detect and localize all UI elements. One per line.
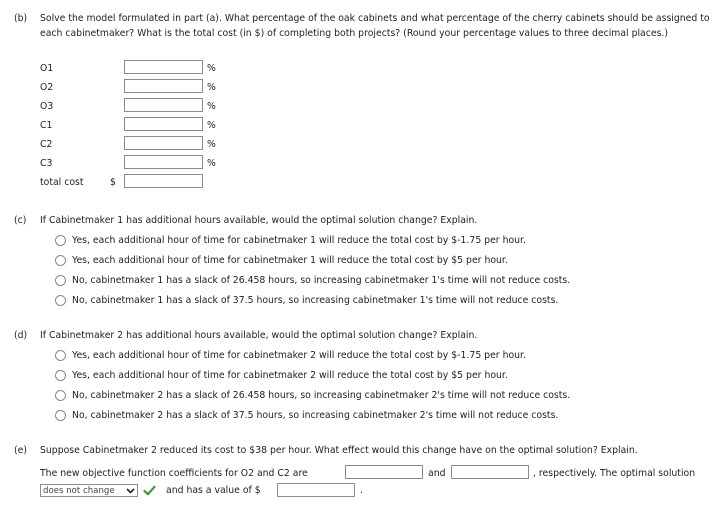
d-option-2[interactable] — [55, 370, 508, 381]
row-label-o3: O3 — [40, 101, 54, 112]
total-cost-input[interactable] — [124, 174, 203, 188]
part-d-label: (d) — [14, 330, 28, 341]
row-label-c2: C2 — [40, 139, 53, 150]
c-option-4-label: No, cabinetmaker 1 has a slack of 37.5 hours, so increasing cabinetmaker 1's time will not reduce costs. — [72, 295, 559, 306]
c-option-4[interactable] — [55, 295, 558, 306]
c-option-3-label: No, cabinetmaker 1 has a slack of 26.458 hours, so increasing cabinetmaker 1's time will not reduce costs. — [72, 275, 571, 286]
coefficients-prefix: The new objective function coefficients for O2 and C2 are — [40, 468, 308, 479]
coefficients-and: and — [428, 468, 446, 479]
d-option-3-label: No, cabinetmaker 2 has a slack of 26.458 hours, so increasing cabinetmaker 2's time will not reduce costs. — [72, 390, 571, 401]
solution-change-select[interactable] — [40, 484, 138, 497]
part-b-question: Solve the model formulated in part (a). What percentage of the oak cabinets and what percentage of the cherry cabinets should be assigned to each cabinetmaker? What is the total cost (in $) of completing both projects? (Round your percentage values to three decimal places.) — [40, 13, 710, 39]
c2-input[interactable] — [124, 136, 203, 150]
part-e-label: (e) — [14, 445, 27, 456]
d-option-2-label: Yes, each additional hour of time for cabinetmaker 2 will reduce the total cost by $5 per hour. — [72, 370, 508, 381]
c3-unit: % — [207, 158, 216, 169]
d-option-4[interactable] — [55, 410, 558, 421]
d-option-1[interactable] — [55, 350, 526, 361]
solution-change-select-value: does not change — [43, 485, 115, 496]
part-c-label: (c) — [14, 215, 27, 226]
c2-coefficient-input[interactable] — [451, 465, 529, 479]
o3-unit: % — [207, 101, 216, 112]
radio-icon[interactable] — [55, 295, 66, 306]
radio-icon[interactable] — [55, 370, 66, 381]
c-option-1-label: Yes, each additional hour of time for cabinetmaker 1 will reduce the total cost by $-1.75 per hour. — [72, 235, 526, 246]
row-label-c3: C3 — [40, 158, 53, 169]
radio-icon[interactable] — [55, 350, 66, 361]
part-b-label: (b) — [14, 13, 28, 24]
radio-icon[interactable] — [55, 235, 66, 246]
row-label-o1: O1 — [40, 63, 54, 74]
c2-unit: % — [207, 139, 216, 150]
chevron-down-icon — [126, 488, 135, 494]
c-option-2[interactable] — [55, 255, 508, 266]
o1-unit: % — [207, 63, 216, 74]
c-option-1[interactable] — [55, 235, 526, 246]
total-cost-label: total cost — [40, 177, 84, 188]
c1-unit: % — [207, 120, 216, 131]
d-option-4-label: No, cabinetmaker 2 has a slack of 37.5 hours, so increasing cabinetmaker 2's time will not reduce costs. — [72, 410, 559, 421]
radio-icon[interactable] — [55, 390, 66, 401]
row-label-c1: C1 — [40, 120, 53, 131]
optimal-value-label: and has a value of $ — [166, 485, 261, 496]
o2-input[interactable] — [124, 79, 203, 93]
d-option-3[interactable] — [55, 390, 570, 401]
o2-coefficient-input[interactable] — [345, 465, 423, 479]
optimal-value-input[interactable] — [277, 483, 355, 497]
radio-icon[interactable] — [55, 410, 66, 421]
part-e-question: Suppose Cabinetmaker 2 reduced its cost to $38 per hour. What effect would this change have on the optimal solution? Explain. — [40, 445, 638, 456]
c-option-2-label: Yes, each additional hour of time for cabinetmaker 1 will reduce the total cost by $5 per hour. — [72, 255, 508, 266]
part-c-question: If Cabinetmaker 1 has additional hours available, would the optimal solution change? Explain. — [40, 215, 478, 226]
radio-icon[interactable] — [55, 255, 66, 266]
optimal-value-period: . — [360, 485, 363, 496]
radio-icon[interactable] — [55, 275, 66, 286]
checkmark-icon — [143, 485, 156, 496]
d-option-1-label: Yes, each additional hour of time for cabinetmaker 2 will reduce the total cost by $-1.75 per hour. — [72, 350, 526, 361]
o2-unit: % — [207, 82, 216, 93]
o1-input[interactable] — [124, 60, 203, 74]
c1-input[interactable] — [124, 117, 203, 131]
coefficients-suffix: , respectively. The optimal solution — [533, 468, 696, 479]
c-option-3[interactable] — [55, 275, 570, 286]
o3-input[interactable] — [124, 98, 203, 112]
row-label-o2: O2 — [40, 82, 54, 93]
part-d-question: If Cabinetmaker 2 has additional hours available, would the optimal solution change? Explain. — [40, 330, 478, 341]
total-cost-dollar: $ — [110, 177, 116, 188]
c3-input[interactable] — [124, 155, 203, 169]
